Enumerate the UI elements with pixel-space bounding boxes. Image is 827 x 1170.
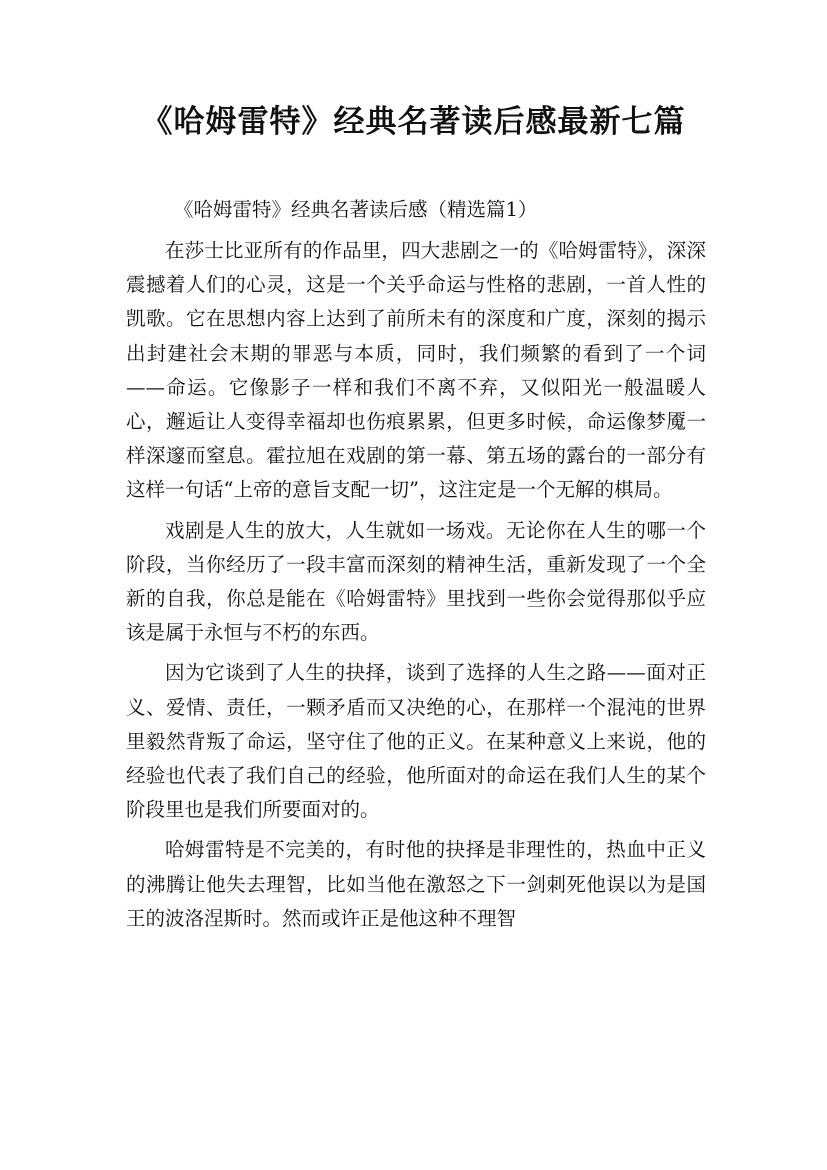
paragraph-3: 因为它谈到了人生的抉择，谈到了选择的人生之路——面对正义、爱情、责任，一颗矛盾而又决绝的心，在那样一个混沌的世界里毅然背叛了命运，坚守住了他的正义。在某种意义上来说，他的经验也代表了我们自己的经验，他所面对的命运在我们人生的某个阶段里也是我们所要面对的。 xyxy=(126,661,706,822)
paragraph-4: 哈姆雷特是不完美的，有时他的抉择是非理性的，热血中正义的沸腾让他失去理智，比如当他在激怒之下一剑刺死他误以为是国王的波洛涅斯时。然而或许正是他这种不理智 xyxy=(126,838,706,930)
document-title: 《哈姆雷特》经典名著读后感最新七篇 xyxy=(141,104,686,140)
section-heading: 《哈姆雷特》经典名著读后感（精选篇1） xyxy=(174,198,538,221)
paragraph-2: 戏剧是人生的放大，人生就如一场戏。无论你在人生的哪一个阶段，当你经历了一段丰富而深刻的精神生活，重新发现了一个全新的自我，你总是能在《哈姆雷特》里找到一些你会觉得那似乎应该是属于永恒与不朽的东西。 xyxy=(126,518,706,645)
document-body xyxy=(126,196,706,942)
paragraph-1: 在莎士比亚所有的作品里，四大悲剧之一的《哈姆雷特》，深深震撼着人们的心灵，这是一个关乎命运与性格的悲剧，一首人性的凯歌。它在思想内容上达到了前所未有的深度和广度，深刻的揭示出封建社会末期的罪恶与本质，同时，我们频繁的看到了一个词——命运。它像影子一样和我们不离不弃，又似阳光一般温暖人心，邂逅让人变得幸福却也伤痕累累，但更多时候，命运像梦魇一样深邃而窒息。霍拉旭在戏剧的第一幕、第五场的露台的一部分有这样一句话“上帝的意旨支配一切”，这注定是一个无解的棋局。 xyxy=(126,239,706,502)
